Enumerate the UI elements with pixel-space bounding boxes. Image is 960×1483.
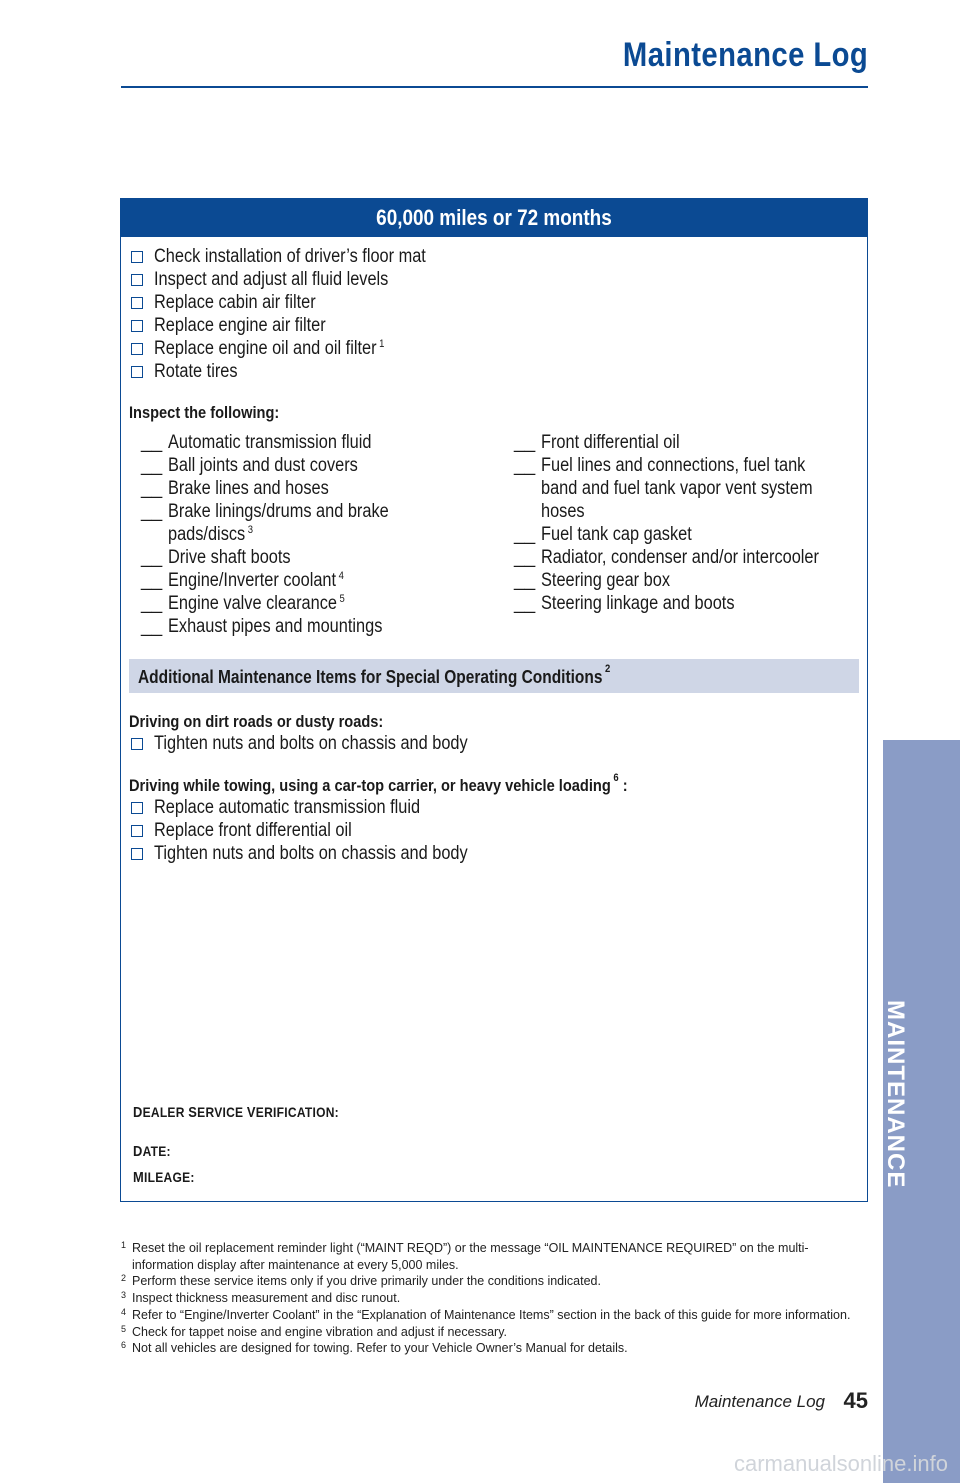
page-number: 45 xyxy=(843,1388,868,1413)
blank-line: __ xyxy=(141,616,163,637)
blank-line: __ xyxy=(514,455,536,476)
blank-line: __ xyxy=(514,570,536,591)
inspect-list-right xyxy=(514,431,891,615)
footnote: 1 Reset the oil replacement reminder light (“MAINT REQD”) or the message “OIL MAINTENANCE REQUIRED” on the multi-information display after maintenance at every 5,000 miles. xyxy=(121,1240,809,1272)
blank-line: __ xyxy=(141,455,163,476)
inspect-item-text: Drive shaft boots xyxy=(168,547,291,568)
checklist-item-text: Tighten nuts and bolts on chassis and body xyxy=(154,843,468,864)
checklist-item xyxy=(129,732,519,755)
footnote-ref: 3 xyxy=(247,524,254,536)
mileage-label: MILEAGE: xyxy=(133,1169,195,1186)
inspect-item-text: Engine valve clearance xyxy=(168,593,337,614)
blank-line: __ xyxy=(141,593,163,614)
inspect-item xyxy=(514,592,891,615)
dirt-roads-heading: Driving on dirt roads or dusty roads: xyxy=(129,712,384,731)
inspect-item-text: Brake lines and hoses xyxy=(168,478,329,499)
towing-list xyxy=(129,796,519,865)
checklist-item xyxy=(129,360,470,383)
inspect-item xyxy=(141,546,458,569)
blank-line: __ xyxy=(141,570,163,591)
checklist-item xyxy=(129,291,470,314)
page-title: Maintenance Log xyxy=(622,36,868,74)
inspect-list-left xyxy=(141,431,458,638)
checklist-item xyxy=(129,268,470,291)
checkbox-icon[interactable] xyxy=(131,320,143,332)
inspect-item xyxy=(514,546,891,569)
checklist-item-text: Rotate tires xyxy=(154,361,238,382)
blank-line: __ xyxy=(141,478,163,499)
footnote: 5 Check for tappet noise and engine vibration and adjust if necessary. xyxy=(121,1323,507,1339)
inspect-item xyxy=(141,615,458,638)
checkbox-icon[interactable] xyxy=(131,251,143,263)
inspect-item-text: Ball joints and dust covers xyxy=(168,455,358,476)
inspect-item xyxy=(514,431,891,454)
inspect-item xyxy=(141,569,458,592)
inspect-item xyxy=(514,569,891,592)
checklist-item-text: Replace engine air filter xyxy=(154,315,326,336)
footnote-ref: 4 xyxy=(338,570,344,582)
dirt-roads-list xyxy=(129,732,519,755)
checklist-item xyxy=(129,842,519,865)
watermark: carmanualsonline.info xyxy=(733,1451,948,1476)
checklist-item xyxy=(129,796,519,819)
title-divider xyxy=(121,86,868,88)
footnote-ref: 1 xyxy=(379,338,385,350)
towing-heading: Driving while towing, using a car-top carrier, or heavy vehicle loading $^6$ : xyxy=(129,772,628,795)
inspect-item xyxy=(141,477,458,500)
checklist-item xyxy=(129,314,470,337)
blank-line: __ xyxy=(514,524,536,545)
inspect-item-text: Steering gear box xyxy=(541,570,670,591)
checklist xyxy=(129,245,470,383)
checklist-item xyxy=(129,245,470,268)
checklist-item xyxy=(129,337,470,360)
maintenance-log-box xyxy=(120,198,868,1202)
checklist-item-text: Inspect and adjust all fluid levels xyxy=(154,269,389,290)
blank-line: __ xyxy=(141,432,163,453)
checkbox-icon[interactable] xyxy=(131,848,143,860)
inspect-item xyxy=(514,523,891,546)
footnote: 2 Perform these service items only if you drive primarily under the conditions indicated. xyxy=(121,1273,601,1289)
inspect-item-text: Engine/Inverter coolant xyxy=(168,570,337,591)
checklist-item-text: Replace cabin air filter xyxy=(154,292,316,313)
footnote: 3 Inspect thickness measurement and disc runout. xyxy=(121,1290,401,1306)
inspect-item-text: Exhaust pipes and mountings xyxy=(168,616,383,637)
blank-line: __ xyxy=(141,547,163,568)
side-tab-label: MAINTENANCE xyxy=(882,1000,909,1189)
blank-line: __ xyxy=(141,501,163,522)
date-label: DATE: xyxy=(133,1143,171,1160)
blank-line: __ xyxy=(514,593,536,614)
inspect-heading: Inspect the following: xyxy=(129,403,280,422)
blank-line: __ xyxy=(514,547,536,568)
inspect-item-text: Radiator, condenser and/or intercooler xyxy=(541,547,819,568)
footnote-ref: 6 xyxy=(613,772,619,784)
footnotes xyxy=(121,1240,869,1357)
checklist-item-text: Replace front differential oil xyxy=(154,820,352,841)
inspect-item-text: Automatic transmission fluid xyxy=(168,432,372,453)
checkbox-icon[interactable] xyxy=(131,366,143,378)
inspect-item xyxy=(141,500,458,546)
checkbox-icon[interactable] xyxy=(131,738,143,750)
interval-title: 60,000 miles or 72 months xyxy=(376,205,612,230)
checklist-item-text: Replace automatic transmission fluid xyxy=(154,797,421,818)
checkbox-icon[interactable] xyxy=(131,802,143,814)
footnote: 6 Not all vehicles are designed for towing. Refer to your Vehicle Owner’s Manual for details. xyxy=(121,1340,628,1356)
inspect-item-text: Brake linings/drums and brake pads/discs xyxy=(168,501,389,545)
inspect-item-text: Fuel lines and connections, fuel tank band and fuel tank vapor vent system hoses xyxy=(541,455,813,522)
inspect-item-text: Front differential oil xyxy=(541,432,680,453)
checklist-item xyxy=(129,819,519,842)
inspect-item-text: Fuel tank cap gasket xyxy=(541,524,692,545)
inspect-item xyxy=(141,592,458,615)
checkbox-icon[interactable] xyxy=(131,274,143,286)
inspect-item xyxy=(514,454,891,523)
inspect-item xyxy=(141,454,458,477)
interval-header xyxy=(121,199,867,237)
checkbox-icon[interactable] xyxy=(131,343,143,355)
inspect-item xyxy=(141,431,458,454)
checklist-item-text: Replace engine oil and oil filter xyxy=(154,338,377,359)
checkbox-icon[interactable] xyxy=(131,297,143,309)
inspect-item-text: Steering linkage and boots xyxy=(541,593,735,614)
dealer-service-verification-label: DEALER SERVICE VERIFICATION: xyxy=(133,1104,339,1121)
checklist-item-text: Check installation of driver’s floor mat xyxy=(154,246,426,267)
checklist-item-text: Tighten nuts and bolts on chassis and body xyxy=(154,733,468,754)
footnote-ref: 5 xyxy=(339,593,345,605)
footnote-ref: 2 xyxy=(605,663,611,675)
footer-section-label: Maintenance Log xyxy=(694,1392,825,1411)
additional-maintenance-band xyxy=(129,659,859,693)
footnote: 4 Refer to “Engine/Inverter Coolant” in the “Explanation of Maintenance Items” section in the back of this guide for more information. xyxy=(121,1306,851,1322)
checkbox-icon[interactable] xyxy=(131,825,143,837)
blank-line: __ xyxy=(514,432,536,453)
additional-maintenance-title: Additional Maintenance Items for Special Operating Conditions xyxy=(138,667,603,687)
